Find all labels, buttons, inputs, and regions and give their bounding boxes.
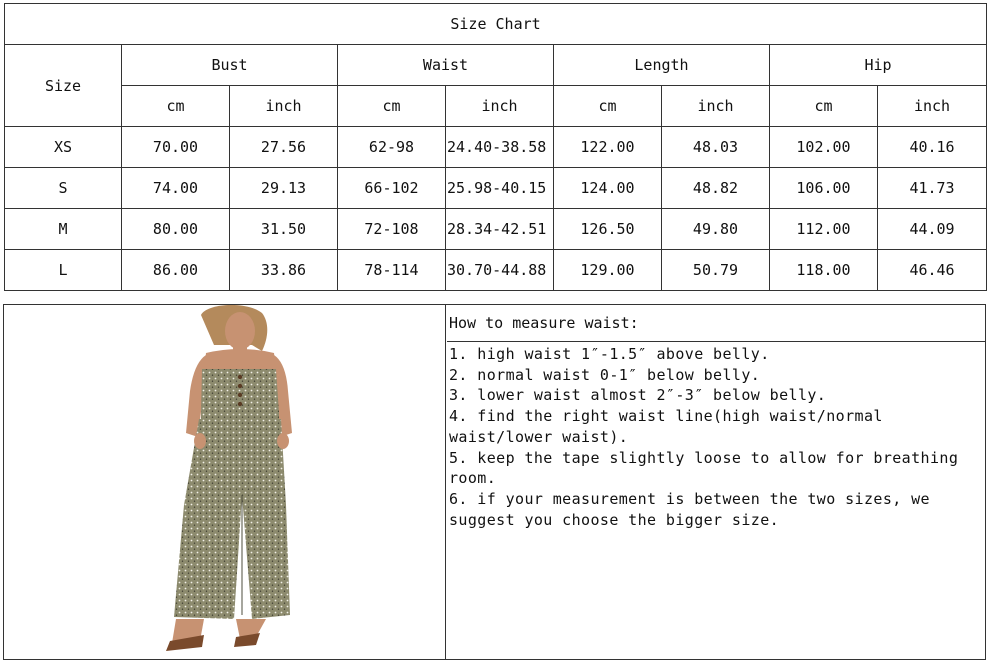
size-label: M (5, 209, 122, 250)
length-cm-value: 126.50 (554, 209, 662, 250)
bust-cm-value: 74.00 (122, 168, 230, 209)
list-item: 5. keep the tape slightly loose to allow for breathing room. (449, 448, 959, 488)
length-cm-value: 129.00 (554, 250, 662, 291)
bust-cm-header: cm (122, 86, 230, 127)
waist-cm-value: 78-114 (338, 250, 446, 291)
bust-inch-value: 33.86 (230, 250, 338, 291)
size-chart-table (4, 3, 987, 291)
hip-inch-value: 46.46 (878, 250, 987, 291)
size-label: XS (5, 127, 122, 168)
waist-inch-value: 25.98-40.15 (446, 168, 554, 209)
bust-inch-value: 31.50 (230, 209, 338, 250)
length-header: Length (554, 45, 770, 86)
list-item: 1. high waist 1″-1.5″ above belly. (449, 345, 770, 363)
waist-cm-header: cm (338, 86, 446, 127)
waist-cm-value: 72-108 (338, 209, 446, 250)
bust-cm-value: 80.00 (122, 209, 230, 250)
hip-inch-value: 41.73 (878, 168, 987, 209)
bust-cm-value: 86.00 (122, 250, 230, 291)
hip-cm-value: 118.00 (770, 250, 878, 291)
waist-cm-value: 66-102 (338, 168, 446, 209)
list-item: 2. normal waist 0-1″ below belly. (449, 365, 761, 384)
list-item: 3. lower waist almost 2″-3″ below belly. (449, 386, 827, 405)
length-inch-value: 49.80 (662, 209, 770, 250)
bust-header: Bust (122, 45, 338, 86)
hip-cm-header: cm (770, 86, 878, 127)
waist-cm-value: 62-98 (338, 127, 446, 168)
size-label: L (5, 250, 122, 291)
bust-inch-value: 29.13 (230, 168, 338, 209)
length-cm-value: 122.00 (554, 127, 662, 168)
length-inch-value: 48.03 (662, 127, 770, 168)
bust-cm-value: 70.00 (122, 127, 230, 168)
bust-inch-value: 27.56 (230, 127, 338, 168)
measurement-guide-panel (3, 304, 986, 660)
waist-header: Waist (338, 45, 554, 86)
size-column-header: Size (5, 45, 122, 127)
table-row (5, 209, 987, 250)
size-chart-title: Size Chart (5, 4, 987, 45)
length-cm-value: 124.00 (554, 168, 662, 209)
hip-cm-value: 102.00 (770, 127, 878, 168)
table-row (5, 127, 987, 168)
waist-inch-value: 28.34-42.51 (446, 209, 554, 250)
hip-inch-value: 40.16 (878, 127, 987, 168)
length-inch-value: 48.82 (662, 168, 770, 209)
measure-waist-steps (447, 344, 979, 530)
table-row (5, 250, 987, 291)
list-item: 6. if your measurement is between the two sizes, we suggest you choose the bigger size. (449, 489, 930, 529)
bust-inch-header: inch (230, 86, 338, 127)
length-inch-header: inch (662, 86, 770, 127)
length-cm-header: cm (554, 86, 662, 127)
hip-inch-value: 44.09 (878, 209, 987, 250)
hip-inch-header: inch (878, 86, 987, 127)
length-inch-value: 50.79 (662, 250, 770, 291)
model-jumpsuit-illustration (4, 305, 445, 659)
hip-cm-value: 106.00 (770, 168, 878, 209)
product-photo (4, 305, 446, 659)
table-row (5, 168, 987, 209)
hip-header: Hip (770, 45, 987, 86)
measure-waist-title: How to measure waist: (447, 305, 985, 342)
waist-inch-header: inch (446, 86, 554, 127)
list-item: 4. find the right waist line(high waist/normal waist/lower waist). (449, 407, 883, 446)
waist-inch-value: 30.70-44.88 (446, 250, 554, 291)
hip-cm-value: 112.00 (770, 209, 878, 250)
size-label: S (5, 168, 122, 209)
waist-inch-value: 24.40-38.58 (446, 127, 554, 168)
